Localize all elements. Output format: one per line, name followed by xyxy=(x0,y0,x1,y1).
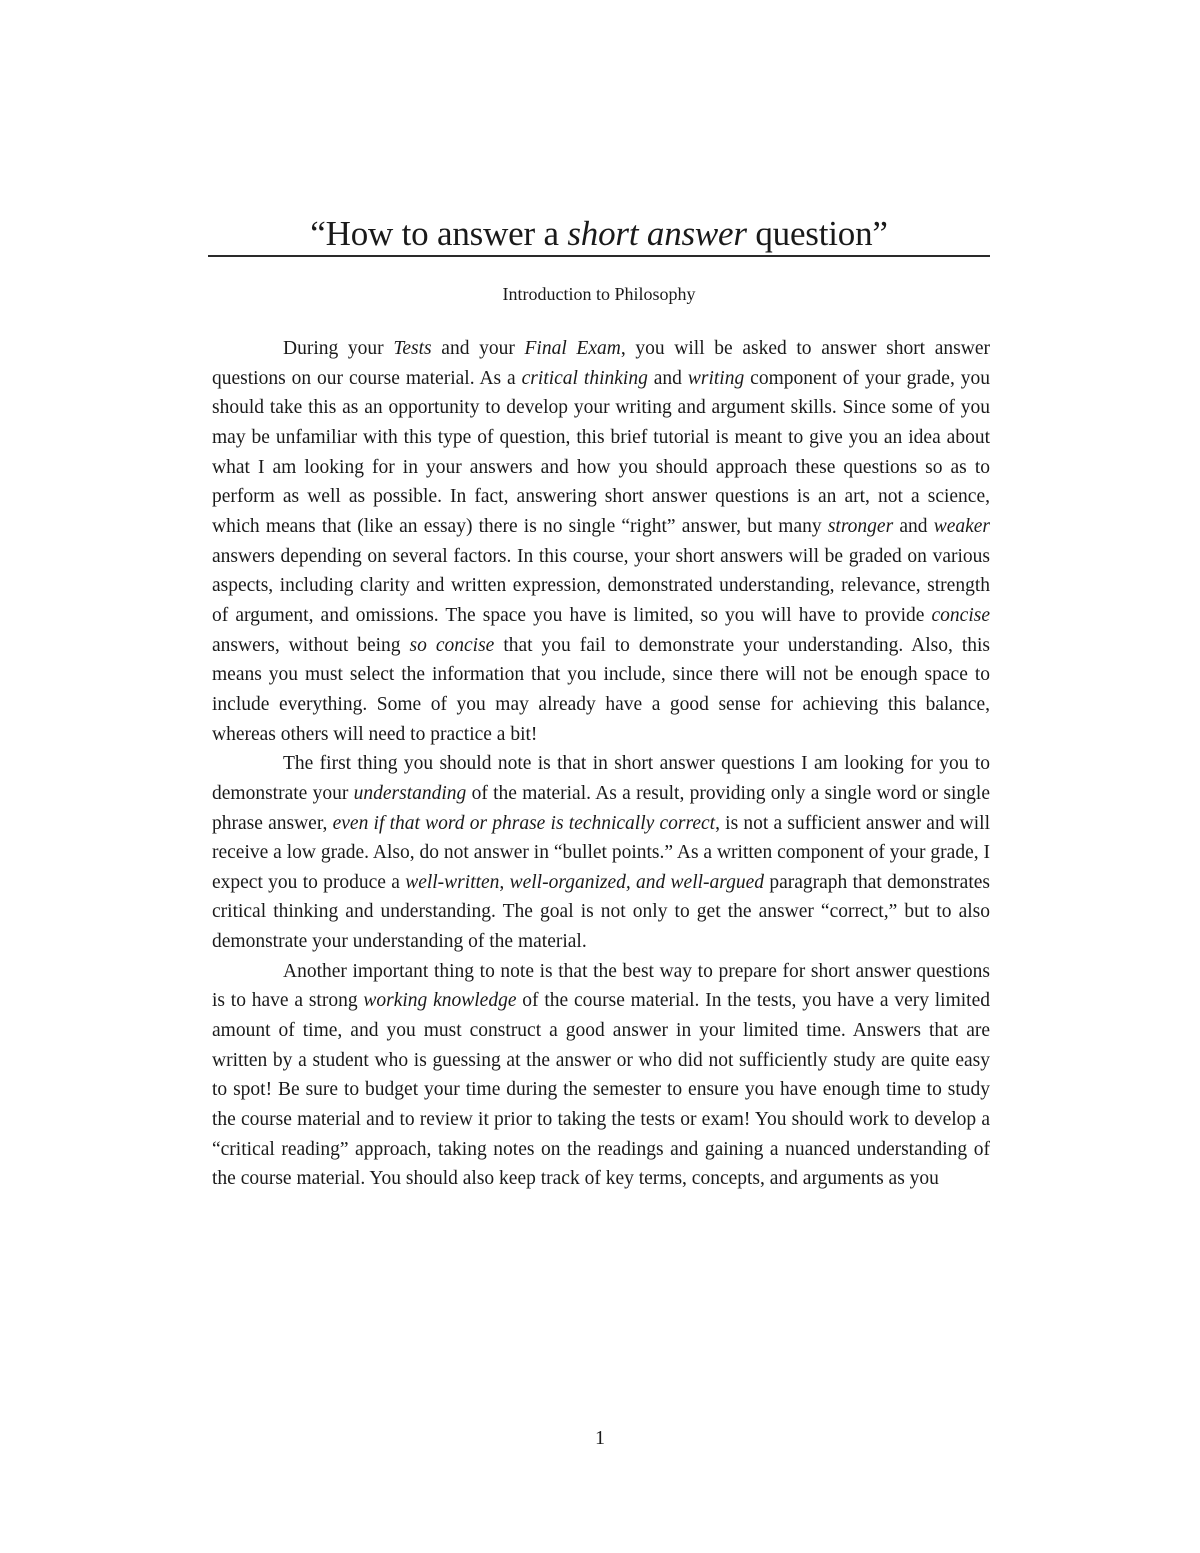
emphasized-text: so concise xyxy=(409,634,495,656)
document-subtitle: Introduction to Philosophy xyxy=(502,284,696,304)
page-number: 1 xyxy=(595,1427,605,1449)
emphasized-text: writing xyxy=(687,367,745,389)
body-paragraph-2 xyxy=(212,749,990,957)
emphasized-text: critical thinking xyxy=(521,367,648,389)
body-paragraph-3 xyxy=(212,957,990,1194)
title-text-emphasis: short answer xyxy=(567,214,747,253)
body-text: component of your grade, you should take this as an opportunity to develop your writing and argument skills. Since some of you may be unfamiliar with this type of question, this brief tutorial is meant to give you an idea about what I am looking for in your answers and how you should approach these questions so as to perform as well as possible. In fact, answering short answer questions is an art, not a science, which means that (like an essay) there is no single “right” answer, but many xyxy=(212,367,991,537)
emphasized-text: concise xyxy=(931,604,990,626)
body-text: answers, without being xyxy=(212,634,410,656)
emphasized-text: even if that word or phrase is technically correct xyxy=(332,812,716,834)
document-body xyxy=(212,334,990,1194)
emphasized-text: Final Exam xyxy=(524,338,621,359)
body-text: and xyxy=(893,515,934,537)
body-paragraph-1 xyxy=(212,334,990,749)
emphasized-text: well-written, well-organized, and well-argued xyxy=(405,871,765,893)
body-text: Another important thing to note is that the best way to prepare for short answer questions is to have a strong xyxy=(212,960,990,1012)
emphasized-text: Tests xyxy=(393,338,432,359)
body-text: The first thing you should note is that in short answer questions I am looking for you to demonstrate your xyxy=(212,753,990,804)
body-text: and xyxy=(647,367,688,389)
body-text: of the material. As a result, providing only a single word or single phrase answer, xyxy=(212,782,991,834)
title-underline-rule xyxy=(208,255,990,257)
title-text-after: question” xyxy=(746,214,888,253)
emphasized-text: understanding xyxy=(353,782,467,804)
body-text: of the course material. In the tests, you have a very limited amount of time, and you must construct a good answer in your limited time. Answers that are written by a student who is guessing at the answer or who did not sufficiently study are quite easy to spot! Be sure to budget your time during the semester to ensure you have enough time to study the course material and to review it prior to taking the tests or exam! You should work to develop a “critical reading” approach, taking notes on the readings and gaining a nuanced understanding of the course material. You should also keep track of key terms, concepts, and arguments as you xyxy=(212,990,991,1190)
body-text: that you fail to demonstrate your understanding. Also, this means you must select the information that you include, since there will not be enough space to include everything. Some of you may already have a good sense for achieving this balance, whereas others will need to practice a bit! xyxy=(212,634,991,745)
body-text: , you will be asked to answer short answer questions on our course material. As a xyxy=(212,338,990,389)
emphasized-text: stronger xyxy=(827,515,894,537)
body-text: During your xyxy=(283,338,394,359)
body-text: , is not a sufficient answer and will receive a low grade. Also, do not answer in “bullet points.” As a written component of your grade, I expect you to produce a xyxy=(212,812,990,893)
body-text: answers depending on several factors. In this course, your short answers will be graded on various aspects, including clarity and written expression, demonstrated understanding, relevance, strength of argument, and omissions. The space you have is limited, so you will have to provide xyxy=(212,545,990,626)
emphasized-text: weaker xyxy=(933,515,991,537)
emphasized-text: working knowledge xyxy=(363,990,517,1012)
body-text: and your xyxy=(431,338,525,359)
document-title xyxy=(208,212,990,256)
title-text-before: “How to answer a xyxy=(310,214,568,253)
body-text: paragraph that demonstrates critical thinking and understanding. The goal is not only to get the answer “correct,” but to also demonstrate your understanding of the material. xyxy=(212,871,990,953)
